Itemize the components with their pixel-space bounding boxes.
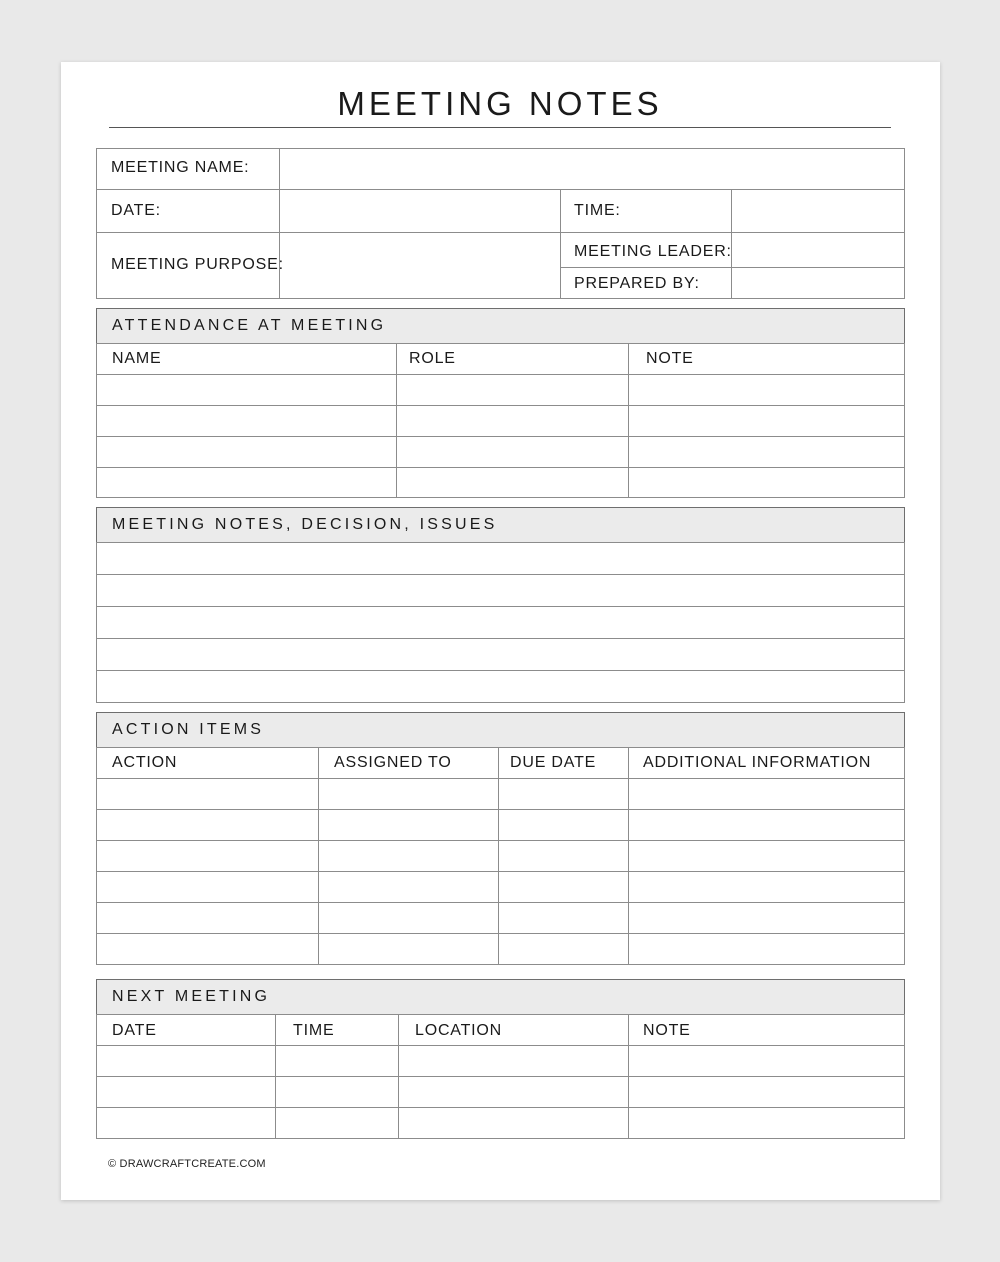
action-item-row[interactable] bbox=[97, 810, 905, 840]
time-field[interactable] bbox=[732, 190, 904, 232]
prepared-by-field[interactable] bbox=[732, 268, 904, 298]
time-label: TIME: bbox=[574, 202, 621, 219]
attendance-row[interactable] bbox=[97, 375, 905, 405]
meeting-name-label: MEETING NAME: bbox=[111, 159, 250, 176]
notes-title: MEETING NOTES, DECISION, ISSUES bbox=[112, 516, 498, 533]
attendance-col-role: ROLE bbox=[409, 350, 456, 367]
title-underline bbox=[109, 127, 891, 128]
attendance-row[interactable] bbox=[97, 437, 905, 467]
action-item-row[interactable] bbox=[97, 841, 905, 871]
next-meeting-col-location: LOCATION bbox=[415, 1022, 503, 1039]
notes-line[interactable] bbox=[97, 639, 905, 670]
attendance-row[interactable] bbox=[97, 406, 905, 436]
meeting-leader-label: MEETING LEADER: bbox=[574, 243, 732, 260]
action-item-row[interactable] bbox=[97, 872, 905, 902]
meeting-purpose-field[interactable] bbox=[280, 233, 560, 298]
action-col-additional-information: ADDITIONAL INFORMATION bbox=[643, 754, 872, 771]
meeting-leader-field[interactable] bbox=[732, 233, 904, 267]
next-meeting-row[interactable] bbox=[97, 1046, 905, 1076]
action-item-row[interactable] bbox=[97, 934, 905, 964]
divider bbox=[560, 189, 561, 299]
next-meeting-section-header bbox=[96, 979, 905, 1015]
action-col-due-date: DUE DATE bbox=[510, 754, 597, 771]
next-meeting-title: NEXT MEETING bbox=[112, 988, 271, 1005]
attendance-row[interactable] bbox=[97, 468, 905, 498]
next-meeting-row[interactable] bbox=[97, 1108, 905, 1138]
meeting-purpose-label: MEETING PURPOSE: bbox=[111, 256, 284, 273]
attendance-title: ATTENDANCE AT MEETING bbox=[112, 317, 387, 334]
attendance-col-name: NAME bbox=[112, 350, 162, 367]
next-meeting-col-note: NOTE bbox=[643, 1022, 691, 1039]
action-items-title: ACTION ITEMS bbox=[112, 721, 265, 738]
date-label: DATE: bbox=[111, 202, 161, 219]
next-meeting-col-date: DATE bbox=[112, 1022, 157, 1039]
copyright-footer: © DRAWCRAFTCREATE.COM bbox=[108, 1158, 266, 1170]
action-item-row[interactable] bbox=[97, 779, 905, 809]
notes-line[interactable] bbox=[97, 575, 905, 606]
page-title: MEETING NOTES bbox=[337, 85, 663, 122]
next-meeting-row[interactable] bbox=[97, 1077, 905, 1107]
attendance-col-note: NOTE bbox=[646, 350, 694, 367]
action-item-row[interactable] bbox=[97, 903, 905, 933]
notes-line[interactable] bbox=[97, 543, 905, 574]
notes-line[interactable] bbox=[97, 671, 905, 702]
prepared-by-label: PREPARED BY: bbox=[574, 275, 700, 292]
notes-section-header bbox=[96, 507, 905, 543]
action-items-section-header bbox=[96, 712, 905, 748]
notes-line[interactable] bbox=[97, 607, 905, 638]
date-field[interactable] bbox=[280, 190, 560, 232]
action-col-action: ACTION bbox=[112, 754, 178, 771]
next-meeting-col-time: TIME bbox=[293, 1022, 335, 1039]
attendance-section-header bbox=[96, 308, 905, 344]
action-col-assigned-to: ASSIGNED TO bbox=[334, 754, 452, 771]
meeting-name-field[interactable] bbox=[280, 149, 904, 189]
